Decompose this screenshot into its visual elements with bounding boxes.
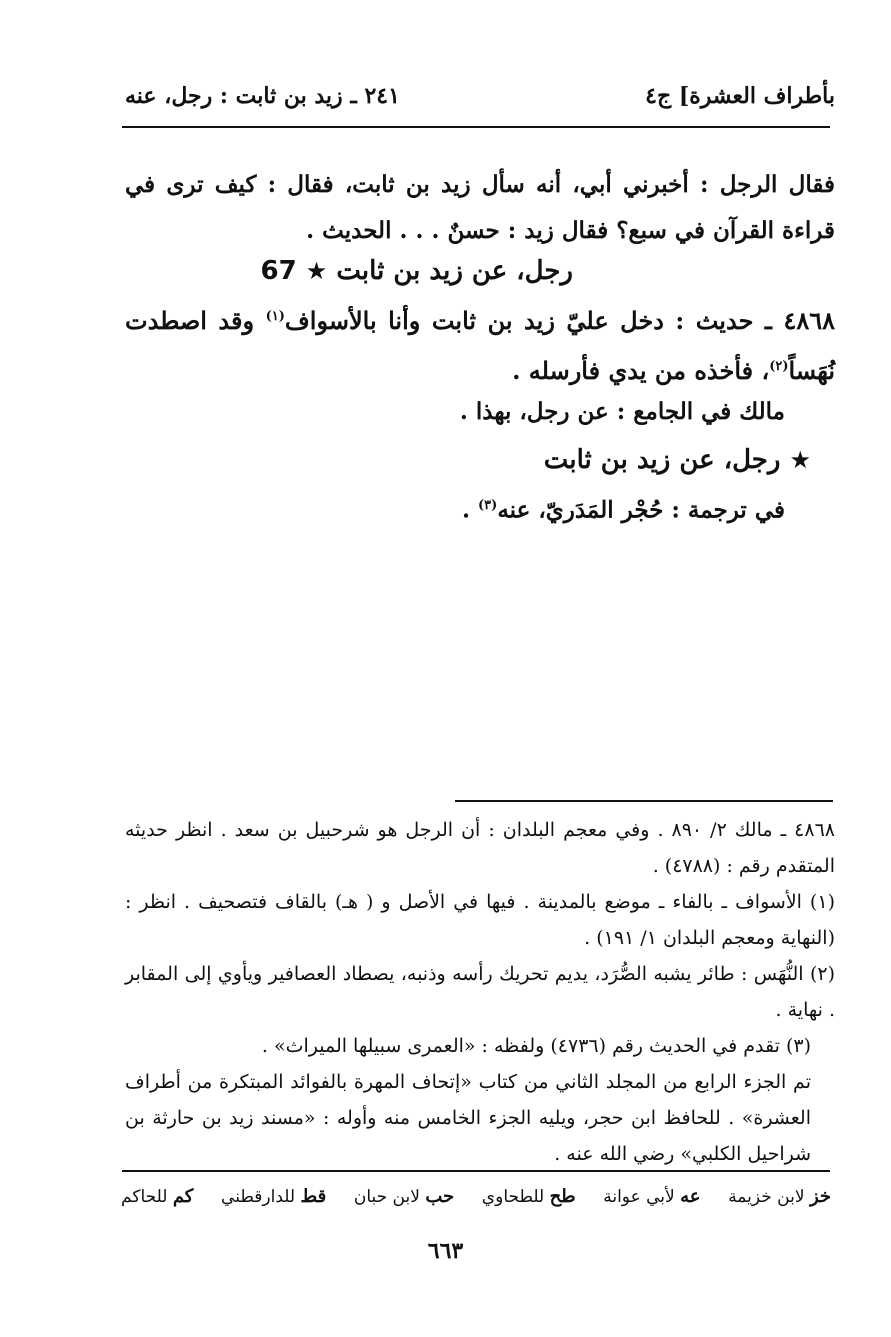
hadith-text-end: ، فأخذه من يدي فأرسله . <box>512 356 770 385</box>
abbreviation-item: حب لابن حبان <box>353 1186 455 1207</box>
star-icon: ★ <box>305 257 328 285</box>
footnotes <box>125 812 835 1172</box>
page-number: ٦٦٣ <box>427 1238 464 1264</box>
intro-paragraph: فقال الرجل : أخبرني أبي، أنه سأل زيد بن ثابت، فقال : كيف ترى في قراءة القرآن في سبع؟ فقال زيد : حسنٌ . . . الحديث . <box>125 171 835 244</box>
abbreviation-item: كم للحاكم <box>121 1186 194 1207</box>
translation-reference: في ترجمة : حُجْر المَدَريّ، عنه$^{(٣)}$ . <box>462 496 785 524</box>
abbreviation-item: خز لابن خزيمة <box>728 1186 831 1207</box>
abbreviations-rule <box>122 1170 830 1172</box>
footnote-ref-3: (٣) <box>478 498 498 513</box>
abbreviation-item: طح للطحاوي <box>481 1186 576 1207</box>
header-section-title: ٢٤١ ـ زيد بن ثابت : رجل، عنه <box>125 83 400 109</box>
entry-heading <box>261 248 573 294</box>
header-rule <box>122 126 830 128</box>
running-header <box>125 78 835 114</box>
sub-entry-title: رجل، عن زيد بن ثابت <box>543 445 781 475</box>
star-icon: ★ <box>789 446 811 474</box>
footnote-ref-2: (٢) <box>769 359 789 374</box>
footnote-main: ٤٨٦٨ ـ مالك ٢/ ٨٩٠ . وفي معجم البلدان : أن الرجل هو شرحبيل بن سعد . انظر حديثه المتقدم رقم : (٤٧٨٨) . <box>125 819 835 877</box>
closing-note: تم الجزء الرابع من المجلد الثاني من كتاب «إتحاف المهرة بالفوائد المبتكرة من أطراف العشرة» . للحافظ ابن حجر، ويليه الجزء الخامس منه وأوله : «مسند زيد بن حارثة بن شراحيل الكلبي» رضي الله عنه . <box>125 1071 811 1165</box>
hadith-text-cont: وقد اصطدت نُهَساً <box>125 306 835 385</box>
sub-entry-heading <box>544 440 811 480</box>
footnote-ref-1: (١) <box>265 309 285 324</box>
abbreviation-key <box>121 1186 831 1207</box>
hadith-number: ٤٨٦٨ <box>783 306 836 335</box>
translation-text: في ترجمة : حُجْر المَدَريّ، عنه <box>497 496 785 524</box>
entry-title: رجل، عن زيد بن ثابت <box>336 256 573 286</box>
entry-number: 67 <box>260 256 297 286</box>
footnote-separator <box>455 800 833 802</box>
hadith-text: ـ حديث : دخل عليّ زيد بن ثابت وأنا بالأسواف <box>284 306 772 335</box>
hadith-paragraph <box>125 294 835 394</box>
abbreviation-item: قط للدارقطني <box>221 1186 327 1207</box>
footnote-1: (١) الأسواف ـ بالفاء ـ موضع بالمدينة . فيها في الأصل و ( هـ) بالقاف فتصحيف . انظر : (النهاية ومعجم البلدان ١/ ١٩١) . <box>125 891 835 949</box>
abbreviation-item: عه لأبي عوانة <box>603 1186 701 1207</box>
source-line: مالك في الجامع : عن رجل، بهذا . <box>459 398 785 425</box>
header-book-title: بأطراف العشرة] ج٤ <box>645 83 835 109</box>
footnote-2: (٢) النُّهَس : طائر يشبه الصُّرَد، يديم تحريك رأسه وذنبه، يصطاد العصافير ويأوي إلى المقابر . نهاية . <box>125 963 835 1021</box>
footnote-3: (٣) تقدم في الحديث رقم (٤٧٣٦) ولفظه : «العمرى سبيلها الميراث» . <box>261 1035 811 1057</box>
